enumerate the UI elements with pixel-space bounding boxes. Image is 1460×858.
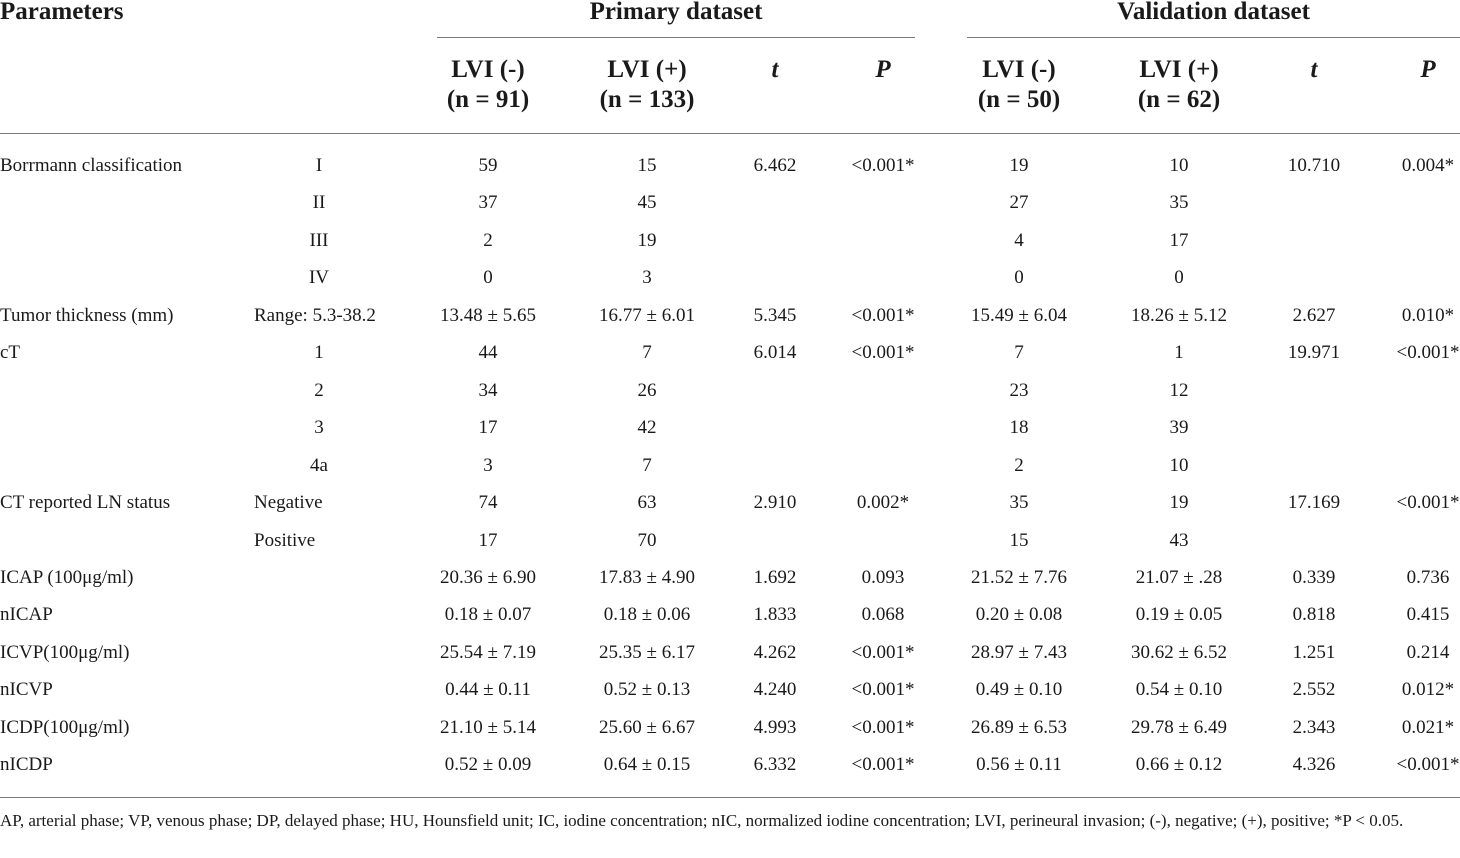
validation-lvi-neg-cell: 21.52 ± 7.76	[971, 567, 1067, 588]
primary-t-cell: 1.833	[753, 604, 797, 625]
sub-cell: 4a	[310, 455, 328, 476]
primary-t-header: t	[771, 56, 779, 83]
primary-p-cell: 0.093	[861, 567, 905, 588]
validation-p-cell: <0.001*	[1396, 342, 1460, 363]
validation-lvi-pos-cell: 12	[1169, 380, 1189, 401]
sub-cell: Range: 5.3-38.2	[254, 305, 376, 326]
primary-lvi-pos-header: LVI (+) (n = 133)	[599, 56, 695, 113]
primary-lvi-neg-cell: 21.10 ± 5.14	[440, 717, 536, 738]
validation-lvi-pos-cell: 0	[1174, 267, 1184, 288]
primary-lvi-pos-cell: 3	[642, 267, 652, 288]
validation-p-cell: 0.010*	[1401, 305, 1455, 326]
validation-lvi-pos-cell: 18.26 ± 5.12	[1131, 305, 1227, 326]
primary-t-cell: 6.332	[753, 754, 797, 775]
primary-t-cell: 5.345	[753, 305, 797, 326]
header-primary-dataset: Primary dataset	[589, 0, 763, 25]
primary-p-cell: <0.001*	[851, 305, 915, 326]
validation-lvi-neg-cell: 19	[1009, 155, 1029, 176]
validation-p-header: P	[1420, 56, 1436, 83]
validation-lvi-neg-cell: 2	[1014, 455, 1024, 476]
validation-lvi-neg-cell: 28.97 ± 7.43	[971, 642, 1067, 663]
primary-lvi-neg-cell: 37	[478, 192, 498, 213]
validation-lvi-neg-cell: 15	[1009, 530, 1029, 551]
primary-lvi-neg-cell: 0.18 ± 0.07	[444, 604, 532, 625]
primary-lvi-neg-cell: 0.52 ± 0.09	[444, 754, 532, 775]
validation-t-cell: 10.710	[1287, 155, 1341, 176]
primary-p-cell: <0.001*	[851, 342, 915, 363]
param-cell: cT	[0, 342, 21, 363]
primary-t-cell: 1.692	[753, 567, 797, 588]
primary-lvi-pos-cell: 0.52 ± 0.13	[603, 679, 691, 700]
primary-lvi-pos-cell: 19	[637, 230, 657, 251]
primary-t-cell: 6.462	[753, 155, 797, 176]
validation-p-cell: 0.415	[1406, 604, 1450, 625]
primary-lvi-neg-cell: 13.48 ± 5.65	[440, 305, 536, 326]
validation-lvi-pos-cell: 30.62 ± 6.52	[1131, 642, 1227, 663]
param-cell: Borrmann classification	[0, 155, 183, 176]
sub-cell: Positive	[254, 530, 316, 551]
primary-lvi-pos-cell: 7	[642, 342, 652, 363]
validation-lvi-neg-cell: 0.20 ± 0.08	[975, 604, 1063, 625]
validation-lvi-pos-cell: 17	[1169, 230, 1189, 251]
validation-p-cell: <0.001*	[1396, 754, 1460, 775]
validation-t-cell: 2.552	[1292, 679, 1336, 700]
primary-lvi-neg-cell: 34	[478, 380, 498, 401]
validation-p-cell: 0.021*	[1401, 717, 1455, 738]
primary-lvi-pos-cell: 45	[637, 192, 657, 213]
validation-t-cell: 2.627	[1292, 305, 1336, 326]
primary-p-cell: 0.002*	[856, 492, 910, 513]
primary-t-cell: 4.993	[753, 717, 797, 738]
validation-p-cell: 0.012*	[1401, 679, 1455, 700]
primary-lvi-pos-cell: 25.35 ± 6.17	[599, 642, 695, 663]
validation-lvi-neg-cell: 15.49 ± 6.04	[971, 305, 1067, 326]
validation-lvi-pos-cell: 35	[1169, 192, 1189, 213]
validation-lvi-pos-cell: 29.78 ± 6.49	[1131, 717, 1227, 738]
sub-cell: 1	[314, 342, 324, 363]
primary-p-cell: 0.068	[861, 604, 905, 625]
validation-lvi-pos-cell: 10	[1169, 455, 1189, 476]
validation-lvi-pos-cell: 19	[1169, 492, 1189, 513]
validation-lvi-neg-cell: 18	[1009, 417, 1029, 438]
primary-lvi-neg-cell: 17	[478, 530, 498, 551]
validation-t-cell: 0.339	[1292, 567, 1336, 588]
validation-p-cell: 0.214	[1406, 642, 1450, 663]
validation-lvi-neg-cell: 35	[1009, 492, 1029, 513]
primary-p-cell: <0.001*	[851, 155, 915, 176]
param-cell: ICDP(100μg/ml)	[0, 717, 130, 738]
primary-lvi-neg-cell: 25.54 ± 7.19	[440, 642, 536, 663]
primary-lvi-neg-cell: 59	[478, 155, 498, 176]
param-cell: nICAP	[0, 604, 53, 625]
primary-lvi-pos-cell: 7	[642, 455, 652, 476]
primary-p-cell: <0.001*	[851, 754, 915, 775]
sub-cell: Negative	[254, 492, 323, 513]
validation-lvi-neg-cell: 0	[1014, 267, 1024, 288]
primary-lvi-pos-cell: 0.18 ± 0.06	[603, 604, 691, 625]
validation-p-cell: 0.736	[1406, 567, 1450, 588]
primary-lvi-neg-cell: 44	[478, 342, 498, 363]
validation-p-cell: 0.004*	[1401, 155, 1455, 176]
validation-lvi-neg-cell: 7	[1014, 342, 1024, 363]
primary-p-cell: <0.001*	[851, 642, 915, 663]
primary-lvi-pos-cell: 15	[637, 155, 657, 176]
validation-lvi-neg-cell: 0.49 ± 0.10	[975, 679, 1063, 700]
primary-t-cell: 4.262	[753, 642, 797, 663]
primary-p-header: P	[875, 56, 891, 83]
primary-lvi-pos-cell: 70	[637, 530, 657, 551]
validation-t-cell: 0.818	[1292, 604, 1336, 625]
validation-subheader-rule	[967, 37, 1460, 38]
primary-lvi-neg-cell: 0	[483, 267, 493, 288]
validation-lvi-pos-cell: 39	[1169, 417, 1189, 438]
header-parameters: Parameters	[0, 0, 124, 25]
primary-lvi-pos-cell: 42	[637, 417, 657, 438]
validation-t-header: t	[1310, 56, 1318, 83]
validation-p-cell: <0.001*	[1396, 492, 1460, 513]
header-bottom-rule	[0, 133, 1460, 134]
validation-lvi-neg-cell: 23	[1009, 380, 1029, 401]
primary-lvi-neg-cell: 3	[483, 455, 493, 476]
primary-p-cell: <0.001*	[851, 717, 915, 738]
validation-lvi-neg-cell: 27	[1009, 192, 1029, 213]
param-cell: Tumor thickness (mm)	[0, 305, 174, 326]
sub-cell: 3	[314, 417, 324, 438]
sub-cell: 2	[314, 380, 324, 401]
validation-t-cell: 17.169	[1287, 492, 1341, 513]
primary-lvi-neg-cell: 20.36 ± 6.90	[440, 567, 536, 588]
validation-t-cell: 2.343	[1292, 717, 1336, 738]
validation-lvi-pos-cell: 0.66 ± 0.12	[1135, 754, 1223, 775]
validation-lvi-pos-cell: 0.54 ± 0.10	[1135, 679, 1223, 700]
validation-lvi-neg-cell: 4	[1014, 230, 1024, 251]
primary-subheader-rule	[437, 37, 915, 38]
primary-t-cell: 6.014	[753, 342, 797, 363]
sub-cell: I	[315, 155, 323, 176]
primary-lvi-pos-cell: 16.77 ± 6.01	[599, 305, 695, 326]
primary-lvi-pos-cell: 63	[637, 492, 657, 513]
validation-lvi-pos-cell: 43	[1169, 530, 1189, 551]
validation-lvi-neg-header: LVI (-) (n = 50)	[977, 56, 1061, 113]
validation-t-cell: 1.251	[1292, 642, 1336, 663]
validation-t-cell: 19.971	[1287, 342, 1341, 363]
param-cell: nICDP	[0, 754, 53, 775]
table-bottom-rule	[0, 797, 1460, 798]
primary-p-cell: <0.001*	[851, 679, 915, 700]
validation-lvi-pos-cell: 0.19 ± 0.05	[1135, 604, 1223, 625]
primary-lvi-pos-cell: 17.83 ± 4.90	[599, 567, 695, 588]
primary-lvi-neg-cell: 74	[478, 492, 498, 513]
sub-cell: III	[309, 230, 329, 251]
param-cell: ICAP (100μg/ml)	[0, 567, 134, 588]
primary-lvi-neg-cell: 17	[478, 417, 498, 438]
primary-lvi-pos-cell: 26	[637, 380, 657, 401]
primary-lvi-neg-header: LVI (-) (n = 91)	[446, 56, 530, 113]
validation-lvi-pos-cell: 10	[1169, 155, 1189, 176]
primary-t-cell: 4.240	[753, 679, 797, 700]
validation-lvi-neg-cell: 0.56 ± 0.11	[976, 754, 1062, 775]
param-cell: ICVP(100μg/ml)	[0, 642, 130, 663]
validation-lvi-pos-cell: 21.07 ± .28	[1135, 567, 1223, 588]
primary-lvi-pos-cell: 25.60 ± 6.67	[599, 717, 695, 738]
header-validation-dataset: Validation dataset	[1117, 0, 1310, 25]
table-footnote: AP, arterial phase; VP, venous phase; DP, delayed phase; HU, Hounsfield unit; IC, iodine concentration; nIC, normalized iodine concentration; LVI, perineural invasion; (-), negative; (+), positive; *P < 0.05.	[0, 811, 1404, 830]
validation-lvi-pos-header: LVI (+) (n = 62)	[1137, 56, 1221, 113]
validation-t-cell: 4.326	[1292, 754, 1336, 775]
primary-lvi-pos-cell: 0.64 ± 0.15	[603, 754, 691, 775]
primary-t-cell: 2.910	[753, 492, 797, 513]
primary-lvi-neg-cell: 0.44 ± 0.11	[445, 679, 531, 700]
sub-cell: IV	[308, 267, 330, 288]
primary-lvi-neg-cell: 2	[483, 230, 493, 251]
validation-lvi-pos-cell: 1	[1174, 342, 1184, 363]
param-cell: CT reported LN status	[0, 492, 171, 513]
sub-cell: II	[312, 192, 326, 213]
param-cell: nICVP	[0, 679, 53, 700]
validation-lvi-neg-cell: 26.89 ± 6.53	[971, 717, 1067, 738]
